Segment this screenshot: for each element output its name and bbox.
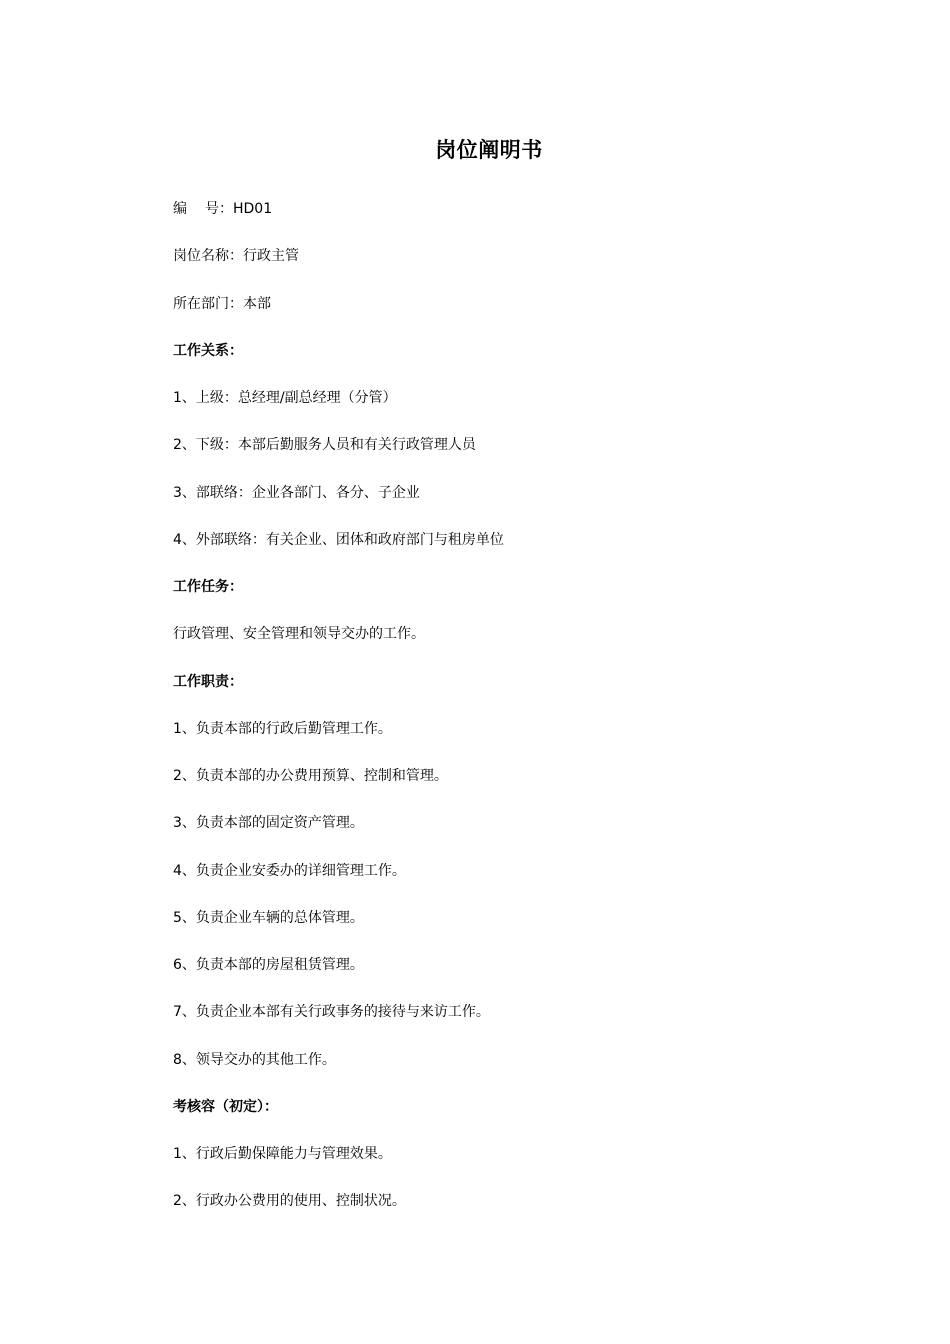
duty-item: 2、负责本部的办公费用预算、控制和管理。 [173, 768, 448, 784]
duty-item: 6、负责本部的房屋租赁管理。 [173, 957, 364, 973]
relation-item: 4、外部联络：有关企业、团体和政府部门与租房单位 [173, 531, 504, 548]
department-line [173, 291, 873, 338]
relation-item: 2、下级：本部后勤服务人员和有关行政管理人员 [173, 437, 476, 454]
relation-item: 1、上级：总经理/副总经理（分管） [173, 390, 397, 406]
relations-heading: 工作关系： [173, 342, 243, 359]
duty-item: 1、负责本部的行政后勤管理工作。 [173, 720, 392, 737]
tasks-heading: 工作任务： [173, 579, 243, 595]
document-title: 岗位阐明书 [435, 138, 543, 162]
department-value: 本部 [243, 295, 271, 312]
duty-item: 7、负责企业本部有关行政事务的接待与来访工作。 [173, 1004, 490, 1021]
number-label-a: 编 [173, 201, 187, 217]
number-value: HD01 [233, 201, 273, 217]
assessment-item: 1、行政后勤保障能力与管理效果。 [173, 1146, 392, 1162]
document-body [173, 196, 873, 1236]
position-line [173, 243, 873, 290]
department-label: 所在部门： [173, 295, 243, 312]
duty-item: 3、负责本部的固定资产管理。 [173, 815, 364, 832]
assessment-item: 2、行政办公费用的使用、控制状况。 [173, 1193, 406, 1210]
duty-item: 5、负责企业车辆的总体管理。 [173, 909, 364, 926]
duty-item: 8、领导交办的其他工作。 [173, 1051, 336, 1068]
position-value: 行政主管 [243, 248, 299, 265]
assessment-heading: 考核容（初定）： [173, 1098, 278, 1115]
duty-item: 4、负责企业安委办的详细管理工作。 [173, 862, 406, 879]
number-line [173, 196, 873, 243]
number-label-b: 号： [205, 201, 233, 217]
relation-item: 3、部联络：企业各部门、各分、子企业 [173, 484, 420, 501]
position-label: 岗位名称： [173, 248, 243, 265]
task-item: 行政管理、安全管理和领导交办的工作。 [173, 626, 425, 643]
duties-heading: 工作职责： [173, 673, 243, 690]
